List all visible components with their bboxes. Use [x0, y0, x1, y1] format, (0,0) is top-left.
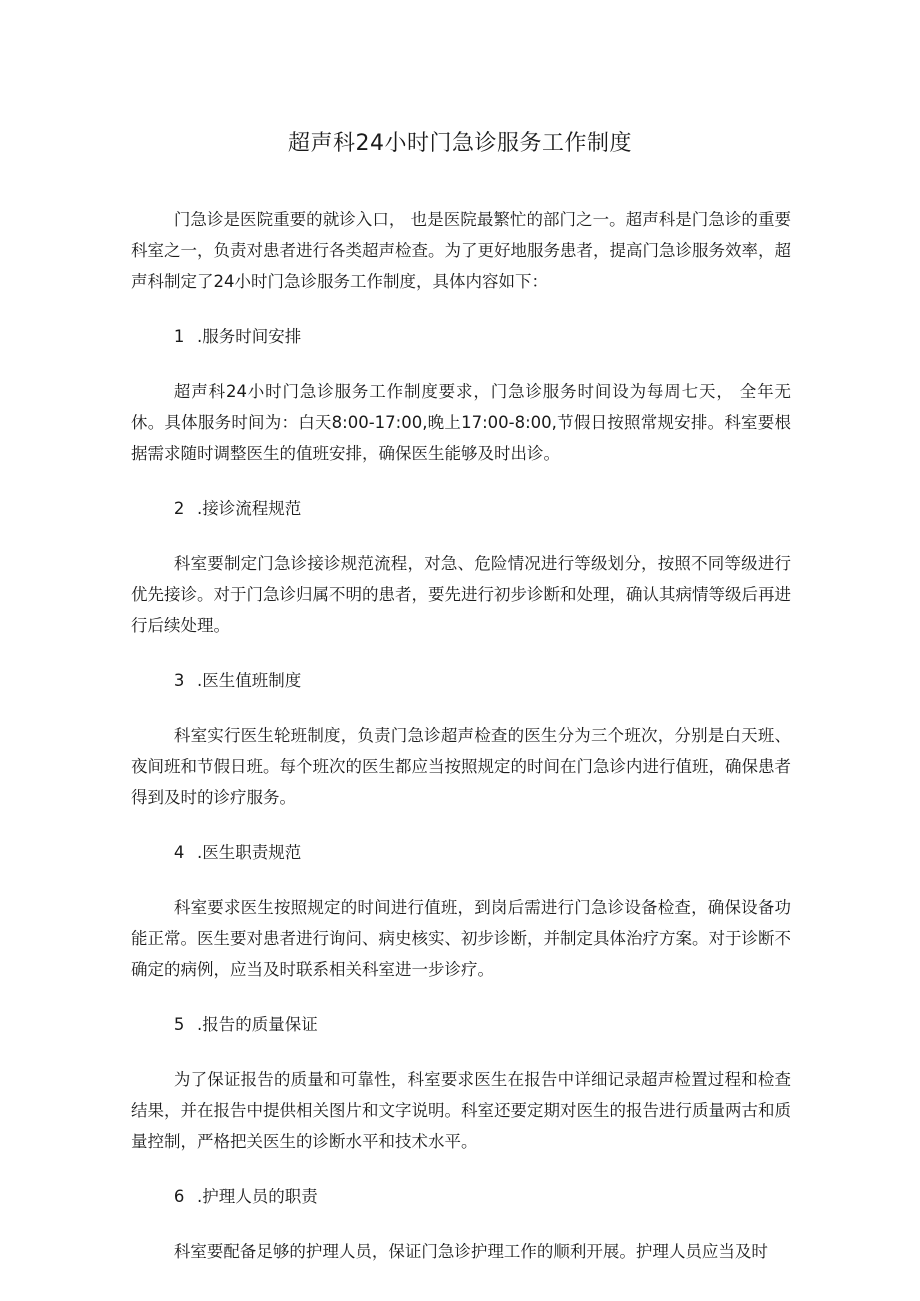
section-heading-text: .护理人员的职责 — [196, 1187, 318, 1206]
section-4 — [131, 837, 791, 985]
section-paragraph: 科室要配备足够的护理人员，保证门急诊护理工作的顺利开展。护理人员应当及时 — [173, 1242, 768, 1261]
section-heading-text: .服务时间安排 — [196, 327, 302, 346]
intro-paragraph: 门急诊是医院重要的就诊入口， 也是医院最繁忙的部门之一。超声科是门急诊的重要科室之一，负责对患者进行各类超声检查。为了更好地服务患者，提高门急诊服务效率，超声科制定了24小时门急诊服务工作制度，具体内容如下： — [131, 210, 791, 291]
section-3 — [131, 665, 791, 813]
section-number: 5 — [173, 1015, 185, 1034]
section-paragraph: 为了保证报告的质量和可靠性，科室要求医生在报告中详细记录超声检置过程和检查结果，并在报告中提供相关图片和文字说明。科室还要定期对医生的报告进行质量两古和质量控制，严格把关医生的诊断水平和技术水平。 — [131, 1070, 791, 1151]
section-heading-text: .报告的质量保证 — [196, 1015, 318, 1034]
section-heading-text: .接诊流程规范 — [196, 499, 302, 518]
section-paragraph: 科室要求医生按照规定的时间进行值班，到岗后需进行门急诊设备检查，确保设备功能正常。医生要对患者进行询问、病史核实、初步诊断，并制定具体治疗方案。对于诊断不确定的病例，应当及时联系相关科室进一步诊疗。 — [131, 898, 791, 979]
section-number: 2 — [173, 499, 185, 518]
section-2 — [131, 493, 791, 641]
section-1 — [131, 321, 791, 469]
section-paragraph: 超声科24小时门急诊服务工作制度要求，门急诊服务时间设为每周七天， 全年无休。具体服务时间为：白天8:00-17:00,晚上17:00-8:00,节假日按照常规安排。科室要根据需求随时调整医生的值班安排，确保医生能够及时出诊。 — [131, 382, 791, 463]
section-paragraph: 科室实行医生轮班制度，负责门急诊超声检查的医生分为三个班次，分别是白天班、夜间班和节假日班。每个班次的医生都应当按照规定的时间在门急诊内进行值班，确保患者得到及时的诊疗服务。 — [131, 726, 791, 807]
section-6 — [131, 1181, 791, 1267]
section-heading — [131, 321, 791, 352]
section-heading-text: .医生职责规范 — [196, 843, 302, 862]
section-number: 4 — [173, 843, 185, 862]
section-number: 1 — [173, 327, 185, 346]
section-heading — [131, 493, 791, 524]
document-body — [131, 204, 791, 1291]
section-heading — [131, 665, 791, 696]
section-heading — [131, 1009, 791, 1040]
section-heading-text: .医生值班制度 — [196, 671, 302, 690]
document-title: 超声科24小时门急诊服务工作制度 — [288, 131, 632, 156]
section-number: 6 — [173, 1187, 185, 1206]
section-paragraph: 科室要制定门急诊接诊规范流程，对急、危险情况进行等级划分，按照不同等级进行优先接诊。对于门急诊归属不明的患者，要先进行初步诊断和处理，确认其病情等级后再进行后续处理。 — [131, 554, 791, 635]
section-number: 3 — [173, 671, 185, 690]
section-heading — [131, 1181, 791, 1212]
section-5 — [131, 1009, 791, 1157]
section-heading — [131, 837, 791, 868]
